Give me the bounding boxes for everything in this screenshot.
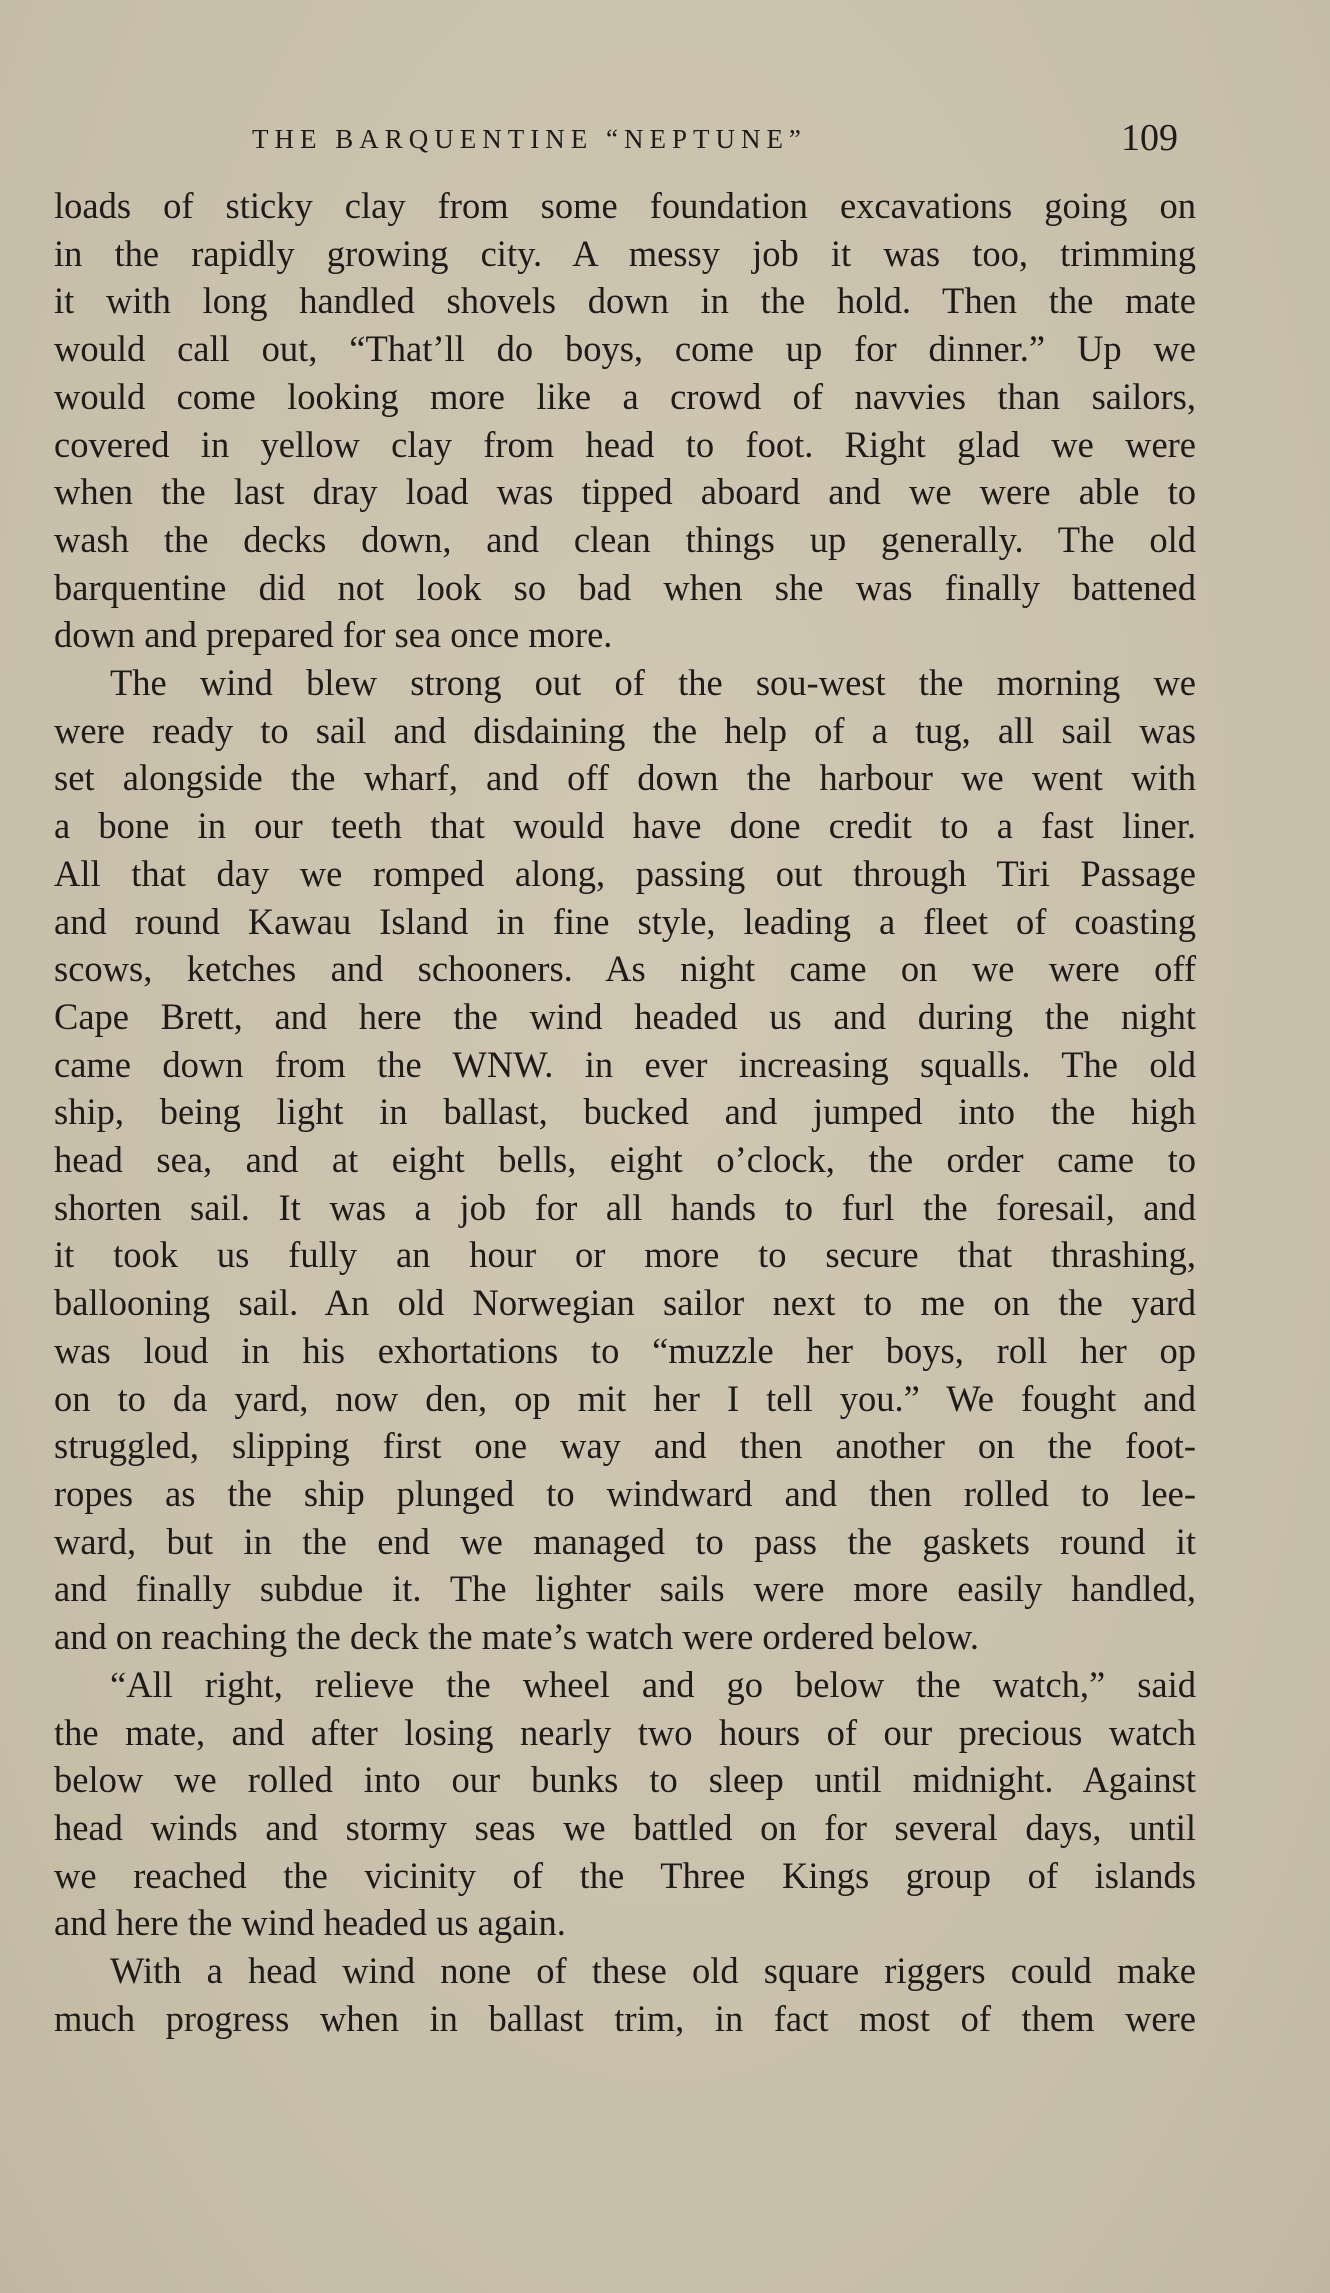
text-line: it with long handled shovels down in the hold. Then the mate bbox=[54, 280, 1196, 322]
text-line: and here the wind headed us again. bbox=[54, 1902, 566, 1944]
text-line: on to da yard, now den, op mit her I tell you.” We fought and bbox=[54, 1377, 1196, 1419]
text-line: “All right, relieve the wheel and go below the watch,” said bbox=[110, 1663, 1196, 1705]
text-line: down and prepared for sea once more. bbox=[54, 614, 613, 656]
text-line: in the rapidly growing city. A messy job it was too, trimming bbox=[54, 232, 1196, 274]
text-line: was loud in his exhortations to “muzzle her boys, roll her op bbox=[54, 1329, 1196, 1371]
text-line: set alongside the wharf, and off down the harbour we went with bbox=[54, 757, 1196, 799]
text-line: wash the decks down, and clean things up generally. The old bbox=[54, 518, 1196, 560]
text-line: The wind blew strong out of the sou-west the morning we bbox=[110, 662, 1196, 704]
paragraph bbox=[54, 182, 1196, 659]
paragraph bbox=[54, 659, 1196, 1661]
text-line: when the last dray load was tipped aboard and we were able to bbox=[54, 471, 1196, 513]
paragraph bbox=[54, 1661, 1196, 1947]
text-line: it took us fully an hour or more to secure that thrashing, bbox=[54, 1234, 1196, 1276]
text-line: and round Kawau Island in fine style, leading a fleet of coasting bbox=[54, 900, 1196, 942]
running-title: THE BARQUENTINE “NEPTUNE” bbox=[252, 124, 807, 154]
text-line: would call out, “That’ll do boys, come up for dinner.” Up we bbox=[54, 328, 1196, 370]
text-line: we reached the vicinity of the Three Kings group of islands bbox=[54, 1854, 1196, 1896]
text-line: ropes as the ship plunged to windward and then rolled to lee- bbox=[54, 1472, 1196, 1514]
body-text bbox=[54, 182, 1196, 2042]
text-line: loads of sticky clay from some foundation excavations going on bbox=[54, 185, 1196, 226]
text-line: below we rolled into our bunks to sleep until midnight. Against bbox=[54, 1759, 1196, 1801]
text-line: the mate, and after losing nearly two hours of our precious watch bbox=[54, 1711, 1196, 1753]
text-line: and finally subdue it. The lighter sails were more easily handled, bbox=[54, 1568, 1196, 1610]
text-line: would come looking more like a crowd of navvies than sailors, bbox=[54, 375, 1196, 417]
book-page bbox=[54, 110, 1196, 2042]
running-head bbox=[54, 110, 1196, 174]
text-line: covered in yellow clay from head to foot. Right glad we were bbox=[54, 423, 1196, 465]
text-line: All that day we romped along, passing out through Tiri Passage bbox=[54, 852, 1196, 894]
text-line: Cape Brett, and here the wind headed us and during the night bbox=[54, 995, 1196, 1037]
text-line: a bone in our teeth that would have done credit to a fast liner. bbox=[54, 805, 1196, 847]
text-line: much progress when in ballast trim, in fact most of them were bbox=[54, 1997, 1196, 2039]
text-line: shorten sail. It was a job for all hands to furl the foresail, and bbox=[54, 1186, 1196, 1228]
text-line: head sea, and at eight bells, eight o’clock, the order came to bbox=[54, 1139, 1196, 1181]
paragraph bbox=[54, 1947, 1196, 2042]
text-line: scows, ketches and schooners. As night came on we were off bbox=[54, 948, 1196, 990]
text-line: were ready to sail and disdaining the help of a tug, all sail was bbox=[54, 709, 1196, 751]
page-number: 109 bbox=[1121, 117, 1178, 159]
text-line: struggled, slipping first one way and then another on the foot- bbox=[54, 1425, 1196, 1467]
text-line: ward, but in the end we managed to pass the gaskets round it bbox=[54, 1520, 1196, 1562]
text-line: came down from the WNW. in ever increasing squalls. The old bbox=[54, 1043, 1196, 1085]
text-line: and on reaching the deck the mate’s watch were ordered below. bbox=[54, 1616, 979, 1658]
text-line: barquentine did not look so bad when she was finally battened bbox=[54, 566, 1196, 608]
text-line: With a head wind none of these old square riggers could make bbox=[110, 1950, 1196, 1992]
text-line: ship, being light in ballast, bucked and jumped into the high bbox=[54, 1091, 1196, 1133]
text-line: ballooning sail. An old Norwegian sailor next to me on the yard bbox=[54, 1282, 1196, 1324]
text-line: head winds and stormy seas we battled on for several days, until bbox=[54, 1806, 1196, 1848]
